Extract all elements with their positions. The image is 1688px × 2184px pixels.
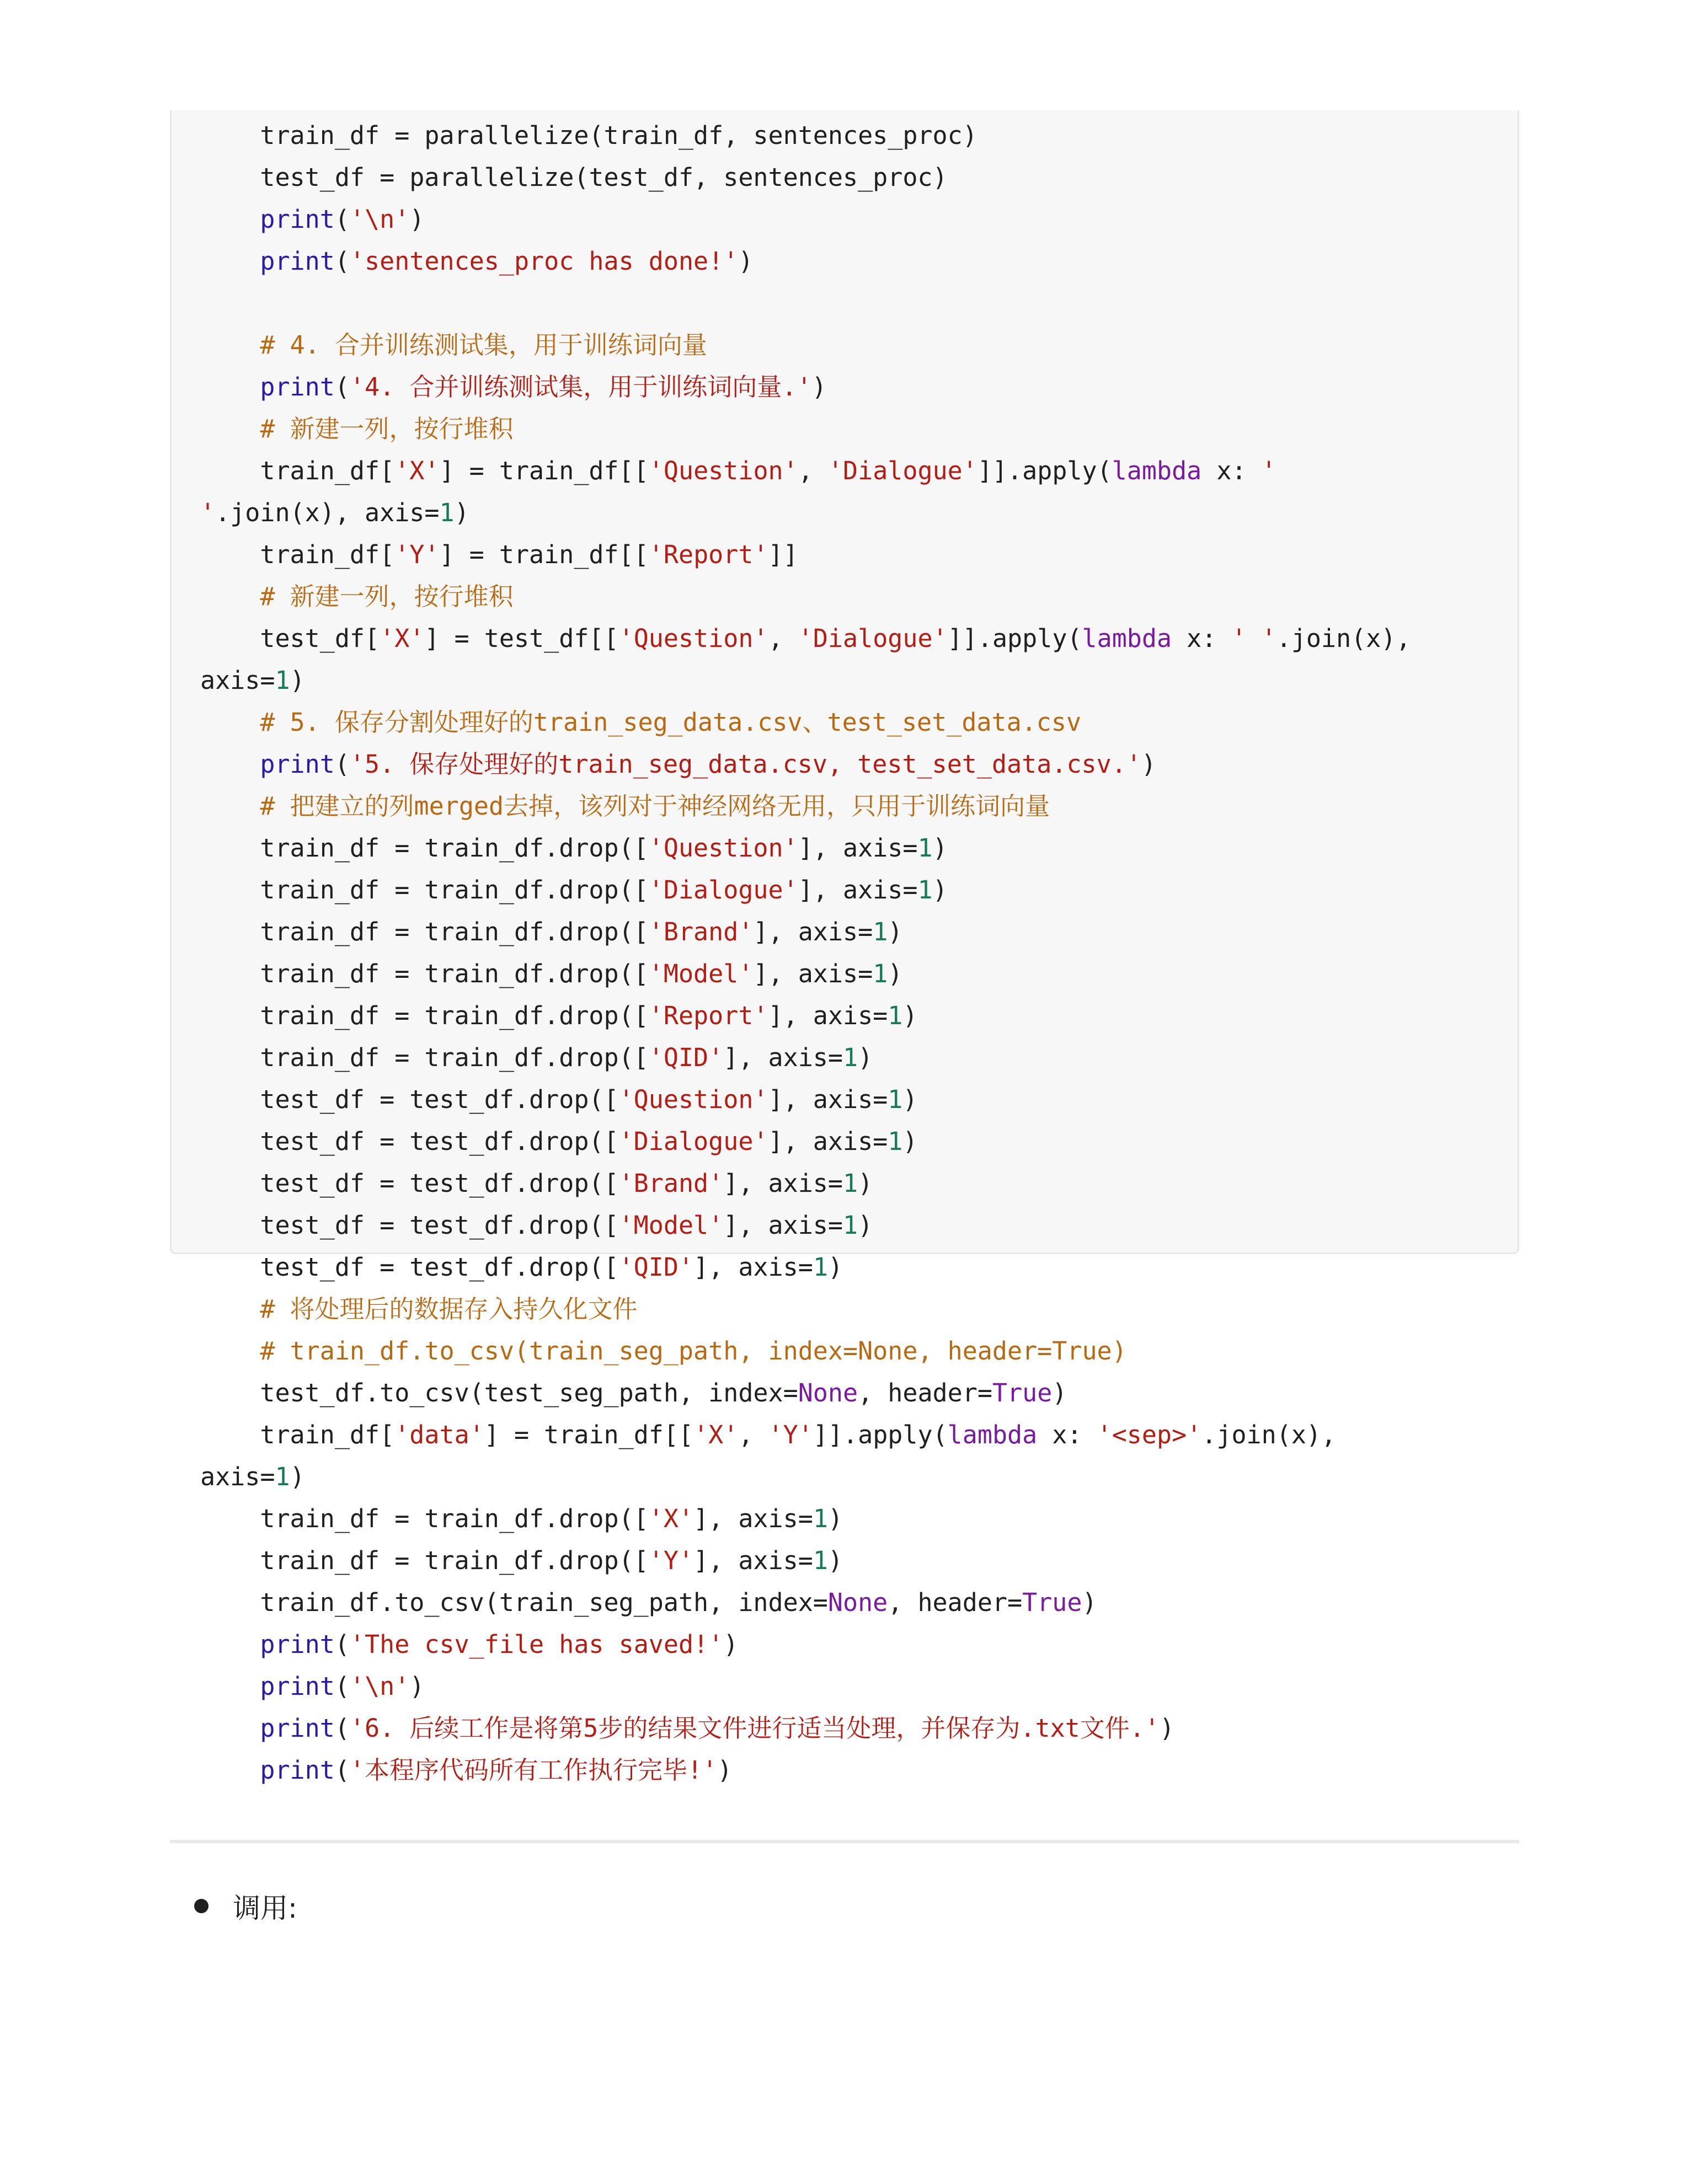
code-token-plain: ], axis=: [798, 833, 918, 863]
code-token-plain: ): [1141, 750, 1156, 779]
code-token-plain: ]]: [768, 540, 798, 569]
bullet-list: [194, 1885, 297, 1927]
code-token-str: '6. 后续工作是将第5步的结果文件进行适当处理，并保存为.txt文件.': [349, 1714, 1160, 1743]
code-token-str: 'X': [380, 624, 425, 653]
code-token-num: 1: [888, 1127, 903, 1156]
code-token-plain: (: [334, 247, 350, 276]
code-line: [200, 1079, 1411, 1121]
code-token-plain: ): [858, 1211, 873, 1240]
code-token-plain: ): [723, 1630, 739, 1659]
code-token-plain: ] = train_df[[: [439, 456, 649, 485]
code-token-str: 'sentences_proc has done!': [349, 247, 739, 276]
code-token-plain: test_df = test_df.drop([: [260, 1252, 619, 1282]
code-line: [200, 660, 1411, 702]
code-token-plain: ): [888, 959, 903, 988]
code-token-plain: [200, 540, 260, 569]
code-line: [200, 1498, 1411, 1540]
code-token-plain: [200, 205, 260, 234]
code-line: [200, 1707, 1411, 1749]
code-token-str: 'Dialogue': [648, 875, 798, 904]
code-line: [200, 157, 1411, 199]
code-token-plain: (: [334, 750, 350, 779]
code-token-plain: ): [290, 1462, 305, 1491]
code-line: [200, 199, 1411, 240]
code-token-str: 'Model': [648, 959, 754, 988]
code-token-plain: [200, 582, 260, 611]
code-token-plain: ], axis=: [693, 1504, 813, 1533]
code-token-plain: ): [902, 1001, 918, 1030]
code-token-str: 'Report': [648, 540, 768, 569]
code-token-plain: ): [409, 1672, 425, 1701]
code-token-plain: ): [738, 247, 754, 276]
code-line: [200, 492, 1411, 534]
code-token-plain: train_df = train_df.drop([: [260, 1043, 649, 1072]
code-token-plain: [200, 1294, 260, 1324]
code-token-plain: ], axis=: [768, 1085, 888, 1114]
code-token-str: 'Y': [394, 540, 440, 569]
code-token-plain: test_df.to_csv(test_seg_path, index=: [260, 1378, 798, 1407]
code-token-plain: ]].apply(: [947, 624, 1082, 653]
code-token-str: '4. 合并训练测试集，用于训练词向量.': [349, 372, 812, 402]
code-token-plain: ], axis=: [723, 1169, 843, 1198]
code-token-plain: , header=: [888, 1588, 1023, 1617]
code-token-plain: [200, 1588, 260, 1617]
code-token-plain: train_df = train_df.drop([: [260, 1001, 649, 1030]
code-line: [200, 576, 1411, 618]
code-token-cmt: # 新建一列，按行堆积: [260, 414, 514, 443]
code-token-str: 'QID': [648, 1043, 724, 1072]
code-token-num: 1: [873, 959, 888, 988]
code-token-plain: (: [334, 1672, 350, 1701]
code-token-plain: [200, 1043, 260, 1072]
code-token-plain: ], axis=: [798, 875, 918, 904]
code-token-str: '\n': [349, 205, 410, 234]
code-token-str: '5. 保存处理好的train_seg_data.csv, test_set_data.csv.': [349, 750, 1141, 779]
horizontal-divider: [170, 1840, 1519, 1843]
code-token-num: 1: [873, 917, 888, 946]
code-token-plain: ): [858, 1043, 873, 1072]
code-token-plain: ): [1052, 1378, 1067, 1407]
code-line: [200, 450, 1411, 492]
code-line: [200, 366, 1411, 408]
code-token-plain: [200, 1672, 260, 1701]
code-line: [200, 743, 1411, 785]
code-token-plain: ): [827, 1546, 843, 1575]
code-token-plain: ,: [738, 1420, 768, 1449]
code-token-plain: [200, 1252, 260, 1282]
code-token-plain: [200, 372, 260, 402]
code-token-str: 'X': [394, 456, 440, 485]
code-token-num: 1: [813, 1546, 828, 1575]
code-token-plain: train_df = parallelize(train_df, sentences_proc): [260, 121, 977, 150]
code-token-cmt: # 新建一列，按行堆积: [260, 582, 514, 611]
code-lines: [200, 115, 1411, 1791]
code-token-builtin: print: [260, 205, 335, 234]
code-token-plain: ): [1082, 1588, 1097, 1617]
code-token-cmt: # 将处理后的数据存入持久化文件: [260, 1294, 638, 1324]
code-token-plain: [200, 1755, 260, 1785]
code-token-plain: test_df = test_df.drop([: [260, 1127, 619, 1156]
code-token-builtin: print: [260, 1630, 335, 1659]
code-token-num: 1: [917, 833, 933, 863]
code-token-num: 1: [888, 1085, 903, 1114]
code-token-plain: train_df[: [260, 540, 395, 569]
code-token-plain: train_df = train_df.drop([: [260, 917, 649, 946]
code-token-plain: [200, 791, 260, 821]
code-token-plain: ] = train_df[[: [439, 540, 649, 569]
code-token-plain: train_df = train_df.drop([: [260, 1504, 649, 1533]
code-line: [200, 408, 1411, 450]
code-token-str: 'Dialogue': [798, 624, 948, 653]
code-token-plain: [200, 163, 260, 192]
code-line: [200, 240, 1411, 282]
code-token-str: 'Question': [648, 833, 798, 863]
code-token-plain: ): [932, 875, 948, 904]
list-item-label: 调用:: [233, 1892, 297, 1924]
code-token-plain: ]].apply(: [977, 456, 1112, 485]
code-token-str: ' ': [1231, 624, 1276, 653]
code-token-plain: [200, 247, 260, 276]
code-token-plain: ], axis=: [753, 959, 873, 988]
code-token-str: 'Dialogue': [618, 1127, 768, 1156]
code-token-builtin: print: [260, 247, 335, 276]
code-token-str: ': [200, 498, 216, 527]
code-token-str: 'X': [648, 1504, 694, 1533]
code-token-plain: (: [334, 372, 350, 402]
code-token-plain: train_df = train_df.drop([: [260, 833, 649, 863]
code-token-str: 'Dialogue': [827, 456, 977, 485]
code-token-kw: lambda: [1082, 624, 1172, 653]
code-token-plain: ], axis=: [723, 1211, 843, 1240]
code-token-plain: [200, 1714, 260, 1743]
code-token-plain: train_df = train_df.drop([: [260, 875, 649, 904]
code-token-plain: ]].apply(: [813, 1420, 948, 1449]
code-token-plain: train_df = train_df.drop([: [260, 959, 649, 988]
code-line: [200, 1330, 1411, 1372]
code-token-plain: [200, 1336, 260, 1366]
code-token-plain: axis=: [200, 1462, 275, 1491]
code-token-plain: (: [334, 1714, 350, 1743]
code-line: [200, 911, 1411, 953]
code-token-plain: ] = test_df[[: [424, 624, 619, 653]
code-line: [200, 1205, 1411, 1246]
code-token-cmt: # 4. 合并训练测试集，用于训练词向量: [260, 330, 707, 360]
code-token-str: '<sep>': [1097, 1420, 1202, 1449]
code-line: [200, 1582, 1411, 1624]
code-token-plain: [200, 1169, 260, 1198]
code-token-kw: True: [992, 1378, 1053, 1407]
code-token-plain: ): [454, 498, 469, 527]
code-token-cmt: # 把建立的列merged去掉，该列对于神经网络无用，只用于训练词向量: [260, 791, 1050, 821]
code-token-kw: None: [798, 1378, 858, 1407]
list-item: [194, 1885, 297, 1927]
code-token-plain: test_df = test_df.drop([: [260, 1211, 619, 1240]
code-token-cmt: # 5. 保存分割处理好的train_seg_data.csv、test_set_data.csv: [260, 708, 1082, 737]
code-token-plain: ): [888, 917, 903, 946]
code-token-plain: x:: [1037, 1420, 1097, 1449]
code-token-plain: ): [290, 666, 305, 695]
code-token-builtin: print: [260, 1755, 335, 1785]
code-token-kw: None: [827, 1588, 888, 1617]
code-token-str: 'Y': [768, 1420, 813, 1449]
code-token-plain: train_df[: [260, 1420, 395, 1449]
code-token-plain: ): [827, 1252, 843, 1282]
code-token-str: 'QID': [618, 1252, 694, 1282]
code-token-str: 'Question': [618, 1085, 768, 1114]
code-token-plain: ): [811, 372, 827, 402]
code-token-num: 1: [917, 875, 933, 904]
code-token-plain: (: [334, 205, 350, 234]
code-token-plain: , header=: [858, 1378, 992, 1407]
code-token-plain: ): [409, 205, 425, 234]
code-token-str: 'X': [693, 1420, 739, 1449]
code-token-str: 'Y': [648, 1546, 694, 1575]
code-token-num: 1: [888, 1001, 903, 1030]
bullet-icon: [194, 1899, 209, 1913]
code-line: [200, 282, 1411, 324]
code-token-plain: ): [902, 1127, 918, 1156]
code-token-num: 1: [843, 1169, 858, 1198]
code-token-plain: [200, 414, 260, 443]
code-token-plain: ], axis=: [753, 917, 873, 946]
code-token-plain: [200, 1546, 260, 1575]
code-token-plain: [200, 875, 260, 904]
code-token-plain: [200, 750, 260, 779]
code-token-plain: [200, 1001, 260, 1030]
code-token-plain: ] = train_df[[: [484, 1420, 694, 1449]
code-line: [200, 953, 1411, 995]
code-token-cmt: # train_df.to_csv(train_seg_path, index=None, header=True): [260, 1336, 1127, 1366]
code-token-plain: ], axis=: [693, 1546, 813, 1575]
code-line: [200, 995, 1411, 1037]
code-token-plain: axis=: [200, 666, 275, 695]
code-token-plain: [200, 1085, 260, 1114]
code-token-plain: [200, 1127, 260, 1156]
code-token-str: 'data': [394, 1420, 484, 1449]
code-token-plain: ], axis=: [723, 1043, 843, 1072]
code-line: [200, 702, 1411, 743]
code-token-str: 'Brand': [648, 917, 754, 946]
code-token-plain: test_df = parallelize(test_df, sentences_proc): [260, 163, 948, 192]
code-token-plain: ): [1159, 1714, 1175, 1743]
code-line: [200, 1037, 1411, 1079]
code-token-num: 1: [843, 1211, 858, 1240]
code-token-plain: .join(x),: [1201, 1420, 1337, 1449]
code-token-plain: ): [717, 1755, 733, 1785]
code-token-plain: .join(x),: [1276, 624, 1411, 653]
code-token-plain: [200, 1211, 260, 1240]
code-token-plain: [200, 959, 260, 988]
code-token-str: 'Report': [648, 1001, 768, 1030]
code-token-plain: [200, 330, 260, 360]
code-line: [200, 1163, 1411, 1205]
code-line: [200, 1456, 1411, 1498]
code-line: [200, 1288, 1411, 1330]
code-token-plain: ): [932, 833, 948, 863]
code-token-plain: [200, 1420, 260, 1449]
code-token-plain: [200, 456, 260, 485]
code-token-str: 'The csv_file has saved!': [349, 1630, 724, 1659]
code-token-kw: True: [1022, 1588, 1082, 1617]
code-token-plain: x:: [1201, 456, 1262, 485]
code-token-kw: lambda: [1112, 456, 1202, 485]
code-token-str: '本程序代码所有工作执行完毕!': [349, 1755, 718, 1785]
code-line: [200, 324, 1411, 366]
code-token-plain: ], axis=: [768, 1127, 888, 1156]
code-token-kw: lambda: [947, 1420, 1038, 1449]
code-token-str: 'Brand': [618, 1169, 724, 1198]
code-token-builtin: print: [260, 372, 335, 402]
code-token-plain: test_df[: [260, 624, 380, 653]
code-token-plain: test_df = test_df.drop([: [260, 1169, 619, 1198]
code-token-num: 1: [439, 498, 455, 527]
code-line: [200, 1624, 1411, 1666]
code-token-plain: [200, 1378, 260, 1407]
code-token-str: ': [1261, 456, 1276, 485]
code-token-str: 'Question': [618, 624, 768, 653]
code-token-plain: ): [858, 1169, 873, 1198]
code-line: [200, 618, 1411, 660]
code-token-plain: train_df.to_csv(train_seg_path, index=: [260, 1588, 828, 1617]
code-token-plain: train_df = train_df.drop([: [260, 1546, 649, 1575]
code-token-plain: test_df = test_df.drop([: [260, 1085, 619, 1114]
code-token-plain: [200, 1504, 260, 1533]
code-token-plain: ], axis=: [693, 1252, 813, 1282]
code-line: [200, 115, 1411, 157]
code-block: [170, 110, 1519, 1785]
code-line: [200, 1666, 1411, 1707]
code-line: [200, 1372, 1411, 1414]
code-line: [200, 1749, 1411, 1791]
code-token-plain: [200, 624, 260, 653]
code-line: [200, 1540, 1411, 1582]
code-token-builtin: print: [260, 1672, 335, 1701]
code-token-str: '\n': [349, 1672, 410, 1701]
code-token-plain: ): [902, 1085, 918, 1114]
code-token-plain: ,: [768, 624, 798, 653]
code-token-num: 1: [813, 1504, 828, 1533]
code-token-plain: [200, 833, 260, 863]
code-token-plain: ,: [798, 456, 828, 485]
code-token-plain: [200, 708, 260, 737]
code-token-plain: ], axis=: [768, 1001, 888, 1030]
code-line: [200, 869, 1411, 911]
code-line: [200, 785, 1411, 827]
code-token-num: 1: [275, 1462, 290, 1491]
code-line: [200, 827, 1411, 869]
code-token-builtin: print: [260, 1714, 335, 1743]
code-token-num: 1: [813, 1252, 828, 1282]
code-token-str: 'Question': [648, 456, 798, 485]
code-token-plain: (: [334, 1755, 350, 1785]
code-token-builtin: print: [260, 750, 335, 779]
code-line: [200, 1246, 1411, 1288]
code-token-num: 1: [843, 1043, 858, 1072]
code-token-plain: [200, 121, 260, 150]
code-token-plain: [200, 917, 260, 946]
code-token-plain: (: [334, 1630, 350, 1659]
code-line: [200, 1121, 1411, 1163]
code-token-plain: [200, 1630, 260, 1659]
code-token-plain: .join(x), axis=: [215, 498, 440, 527]
code-token-num: 1: [275, 666, 290, 695]
code-line: [200, 1414, 1411, 1456]
code-token-plain: train_df[: [260, 456, 395, 485]
code-token-plain: ): [827, 1504, 843, 1533]
code-line: [200, 534, 1411, 576]
code-token-plain: x:: [1172, 624, 1232, 653]
code-token-str: 'Model': [618, 1211, 724, 1240]
